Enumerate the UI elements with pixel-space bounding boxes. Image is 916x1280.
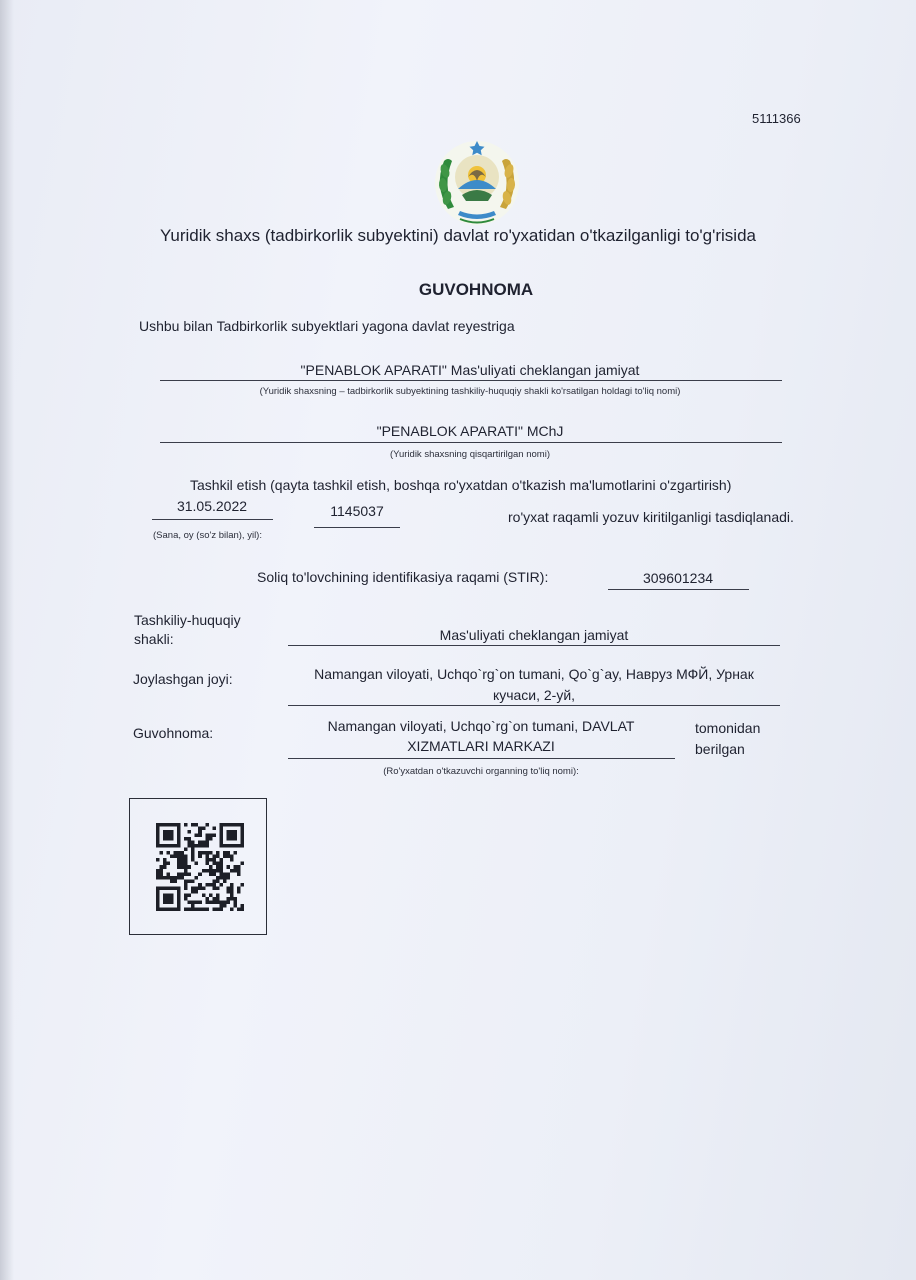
legal-form-value: Mas'uliyati cheklangan jamiyat [439,627,629,643]
registration-date-underline [152,519,273,520]
intro-text: Ushbu bilan Tadbirkorlik subyektlari yagona davlat reyestriga [139,318,515,334]
legal-form-label-line1: Tashkiliy-huquqiy [134,612,241,628]
page-edge-shadow [0,0,14,1280]
registration-number-underline [314,527,400,528]
location-label: Joylashgan joyi: [133,671,233,687]
issuer-suffix-line1: tomonidan [695,720,761,736]
registration-number: 1145037 [330,503,384,519]
legal-form-underline [288,645,780,646]
short-name-value: "PENABLOK APARATI" MChJ [376,423,564,439]
location-value-line2: кучаси, 2-уй, [492,687,576,703]
full-name-underline [160,380,782,381]
document-subtitle: Yuridik shaxs (tadbirkorlik subyektini) davlat ro'yxatidan o'tkazilganligi to'g'risida [160,226,756,245]
issuer-suffix-line2: berilgan [695,741,745,757]
registration-date: 31.05.2022 [176,498,248,514]
issuer-value-line2: XIZMATLARI MARKAZI [407,738,555,754]
tin-value: 309601234 [642,570,714,586]
full-name-value: "PENABLOK APARATI" Mas'uliyati cheklangan jamiyat [300,362,640,378]
document-number: 5111366 [752,111,801,126]
issuer-caption: (Ro'yxatdan o'tkazuvchi organning to'liq nomi): [383,766,579,777]
document-heading: GUVOHNOMA [418,280,534,299]
location-underline [288,705,780,706]
qr-code-frame [129,798,267,935]
qr-code-icon [156,823,244,911]
tin-label: Soliq to'lovchining identifikasiya raqami (STIR): [257,569,549,585]
state-emblem-icon [428,131,526,231]
registration-date-caption: (Sana, oy (so'z bilan), yil): [153,530,262,541]
full-name-caption: (Yuridik shaxsning – tadbirkorlik subyektining tashkiliy-huquqiy shakli ko'rsatilgan holdagi to'liq nomi) [259,386,681,397]
registration-sentence: Tashkil etish (qayta tashkil etish, boshqa ro'yxatdan o'tkazish ma'lumotlarini o'zgartirish) [190,477,732,493]
registration-confirm-text: ro'yxat raqamli yozuv kiritilganligi tasdiqlanadi. [508,509,794,525]
issuer-underline [288,758,675,759]
issuer-label: Guvohnoma: [133,725,214,741]
tin-underline [608,589,749,590]
legal-form-label-line2: shakli: [134,631,174,647]
location-value-line1: Namangan viloyati, Uchqo`rg`on tumani, Qo`g`ay, Навруз МФЙ, Урнак [314,666,754,682]
short-name-caption: (Yuridik shaxsning qisqartirilgan nomi) [390,449,550,460]
short-name-underline [160,442,782,443]
issuer-value-line1: Namangan viloyati, Uchqo`rg`on tumani, DAVLAT [327,718,635,734]
